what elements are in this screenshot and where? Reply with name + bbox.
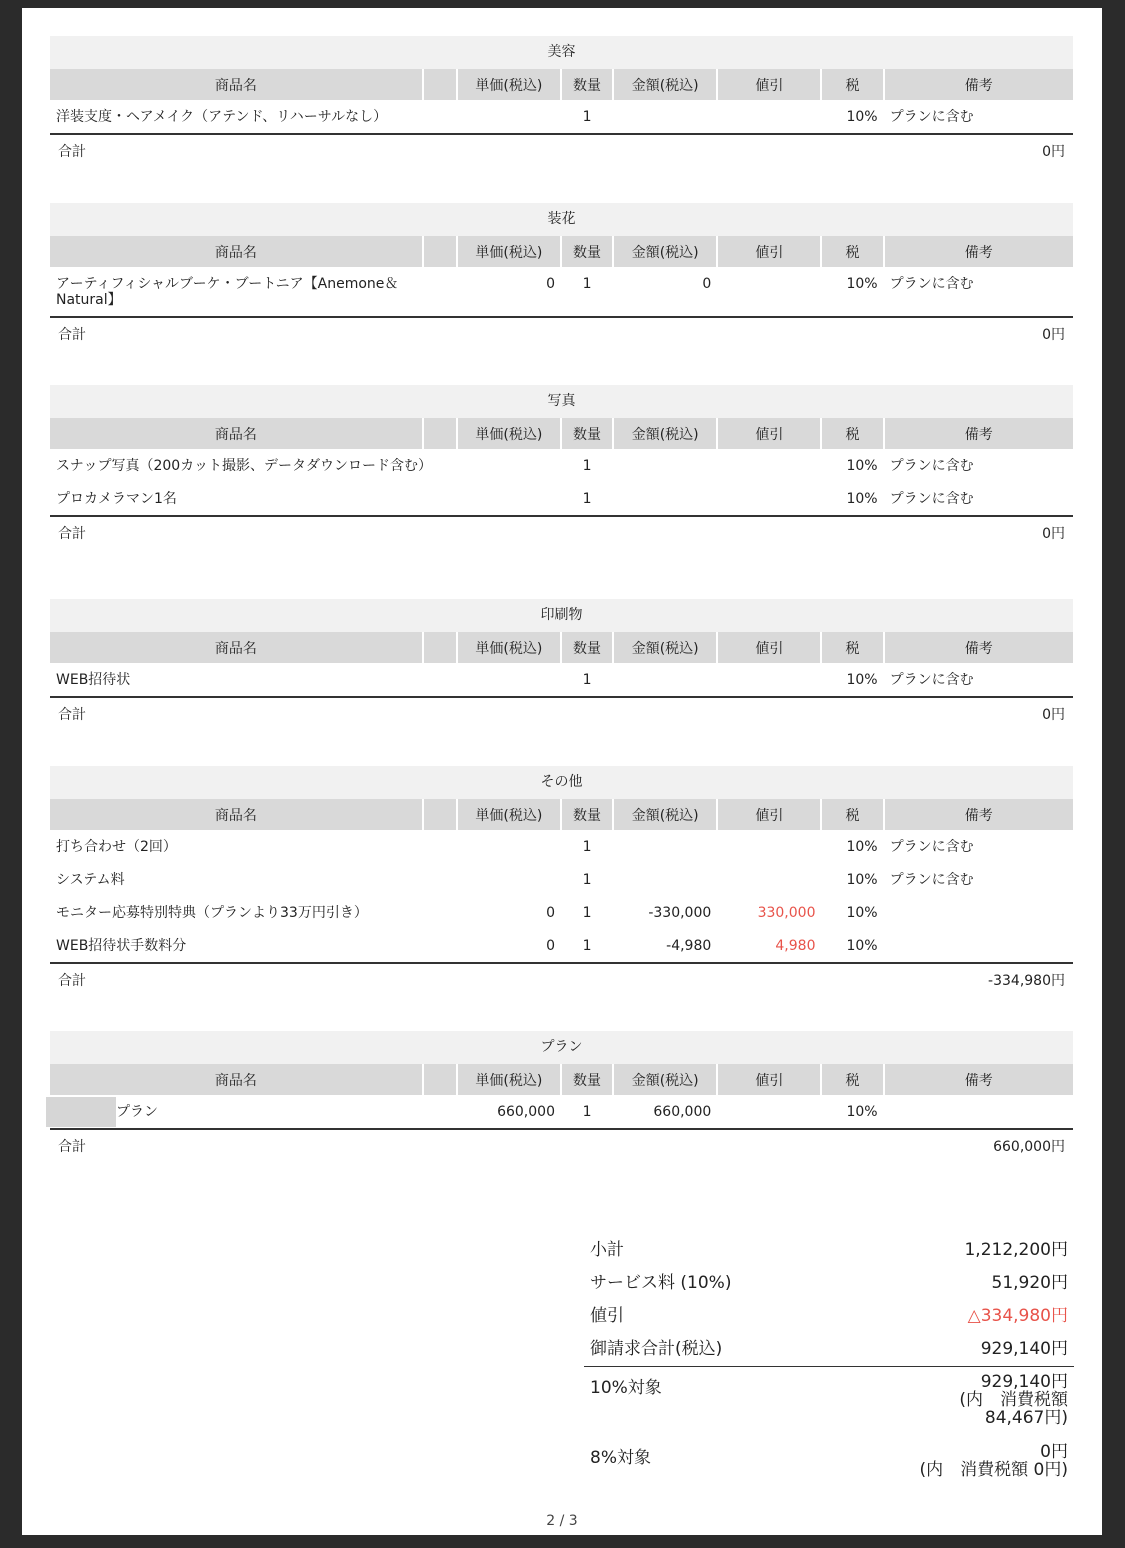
- column-header: [423, 418, 457, 449]
- discount: [717, 663, 821, 697]
- unit-price: 660,000: [457, 1095, 561, 1129]
- note: [884, 929, 1073, 963]
- column-header: 商品名: [50, 69, 423, 100]
- tax10-label: 10%対象: [590, 1378, 662, 1398]
- column-header: 金額(税込): [613, 1064, 717, 1095]
- column-header: 商品名: [50, 632, 423, 663]
- item-name: [50, 863, 457, 896]
- table-header-row: [50, 418, 1073, 449]
- column-header: 値引: [717, 632, 821, 663]
- amount: [613, 830, 717, 863]
- item-name-text: プラン: [116, 1104, 158, 1120]
- unit-price: [457, 482, 561, 516]
- item-name-text: システム料: [56, 872, 125, 888]
- table-row: [50, 896, 1073, 929]
- column-header: [423, 69, 457, 100]
- column-header: [423, 799, 457, 830]
- page-number: 2 / 3: [546, 1513, 578, 1529]
- discount: 4,980: [717, 929, 821, 963]
- items-table: [50, 799, 1073, 964]
- table-header-row: [50, 236, 1073, 267]
- tax-rate: 10%: [821, 267, 883, 317]
- note: プランに含む: [889, 458, 974, 474]
- table-row: [50, 863, 1073, 896]
- tax10-tax-line1: (内 消費税額: [959, 1390, 1068, 1410]
- item-name: [50, 896, 457, 929]
- table-row: [50, 267, 1073, 317]
- item-name-text: 洋装支度・ヘアメイク（アテンド、リハーサルなし）: [56, 109, 388, 125]
- column-header: 数量: [561, 236, 613, 267]
- total-label: 合計: [58, 1139, 86, 1155]
- section-title: 装花: [50, 203, 1073, 236]
- discount-label: 値引: [590, 1306, 624, 1326]
- discount-row: [584, 1300, 1074, 1333]
- column-header: 単価(税込): [457, 69, 561, 100]
- items-table: [50, 418, 1073, 517]
- tax-rate: 10%: [821, 100, 883, 134]
- column-header: 金額(税込): [613, 418, 717, 449]
- column-header: 数量: [561, 69, 613, 100]
- column-header: 商品名: [50, 418, 423, 449]
- discount: [717, 863, 821, 896]
- item-name: [50, 929, 457, 963]
- section-4: [50, 766, 1073, 998]
- subtotal-label: 小計: [590, 1240, 624, 1260]
- discount-value: △334,980円: [967, 1306, 1068, 1326]
- table-row: [50, 1095, 1073, 1129]
- total-value: 660,000円: [993, 1139, 1065, 1155]
- tax8-amount: 0円: [1040, 1442, 1068, 1462]
- grand-total-row: [584, 1333, 1074, 1367]
- item-name-text: プロカメラマン1名: [56, 491, 177, 507]
- section-total-row: [50, 698, 1073, 732]
- amount: 660,000: [613, 1095, 717, 1129]
- note: プランに含む: [884, 482, 1073, 516]
- column-header: 単価(税込): [457, 799, 561, 830]
- unit-price: [457, 663, 561, 697]
- section-total-row: [50, 1130, 1073, 1164]
- quantity: 1: [561, 267, 613, 317]
- section-2: [50, 385, 1073, 551]
- items-table: [50, 69, 1073, 135]
- table-row: [50, 449, 1073, 482]
- amount: [613, 100, 717, 134]
- unit-price: [457, 449, 561, 482]
- quantity: 1: [582, 458, 592, 474]
- item-name: [50, 830, 457, 863]
- column-header: 備考: [884, 632, 1073, 663]
- column-header: 単価(税込): [457, 1064, 561, 1095]
- table-row: [50, 482, 1073, 516]
- note: プランに含む: [884, 100, 1073, 134]
- total-value: 0円: [1042, 144, 1065, 160]
- note: [884, 896, 1073, 929]
- column-header: 数量: [561, 1064, 613, 1095]
- column-header: 金額(税込): [613, 236, 717, 267]
- column-header: 金額(税込): [613, 799, 717, 830]
- section-title: 印刷物: [50, 599, 1073, 632]
- item-name-text: WEB招待状: [56, 672, 131, 688]
- table-row: [50, 929, 1073, 963]
- column-header: 金額(税込): [613, 632, 717, 663]
- table-header-row: [50, 1064, 1073, 1095]
- column-header: 値引: [717, 418, 821, 449]
- amount: -4,980: [613, 929, 717, 963]
- total-label: 合計: [58, 707, 86, 723]
- tax-rate: 10%: [846, 905, 878, 921]
- column-header: 値引: [717, 799, 821, 830]
- item-name: [50, 449, 457, 482]
- column-header: 金額(税込): [613, 69, 717, 100]
- quantity: 1: [561, 663, 613, 697]
- column-header: 単価(税込): [457, 632, 561, 663]
- table-header-row: [50, 69, 1073, 100]
- unit-price: 0: [546, 905, 555, 921]
- total-value: 0円: [1042, 327, 1065, 343]
- unit-price: 0: [457, 267, 561, 317]
- summary-block: [584, 1234, 1074, 1479]
- tax-rate: 10%: [846, 458, 878, 474]
- unit-price: [457, 830, 561, 863]
- column-header: 値引: [717, 236, 821, 267]
- column-header: 税: [821, 69, 883, 100]
- redacted-block: [46, 1097, 116, 1127]
- subtotal-value: 1,212,200円: [964, 1240, 1068, 1260]
- column-header: 商品名: [50, 799, 423, 830]
- discount: [717, 449, 821, 482]
- amount: [613, 482, 717, 516]
- section-total-row: [50, 964, 1073, 998]
- tax8-label: 8%対象: [590, 1448, 651, 1468]
- section-title: 美容: [50, 36, 1073, 69]
- section-title: 写真: [50, 385, 1073, 418]
- discount: [717, 100, 821, 134]
- section-title: その他: [50, 766, 1073, 799]
- note: プランに含む: [884, 267, 1073, 317]
- section-1: [50, 203, 1073, 352]
- item-name: [50, 267, 457, 317]
- tax-rate: 10%: [846, 872, 878, 888]
- service-fee-row: [584, 1267, 1074, 1300]
- total-label: 合計: [58, 144, 86, 160]
- column-header: 商品名: [50, 1064, 423, 1095]
- quantity: 1: [582, 872, 592, 888]
- grand-total-value: 929,140円: [980, 1339, 1068, 1359]
- amount: [613, 863, 717, 896]
- note: プランに含む: [884, 663, 1073, 697]
- quantity: 1: [561, 929, 613, 963]
- column-header: 備考: [884, 236, 1073, 267]
- quantity: 1: [561, 482, 613, 516]
- note: プランに含む: [889, 839, 974, 855]
- quantity: 1: [561, 100, 613, 134]
- column-header: 税: [821, 1064, 883, 1095]
- column-header: 商品名: [50, 236, 423, 267]
- item-name: [50, 663, 457, 697]
- section-total-row: [50, 318, 1073, 352]
- service-fee-value: 51,920円: [991, 1273, 1068, 1293]
- amount: [613, 449, 717, 482]
- column-header: 税: [821, 799, 883, 830]
- item-name-text: スナップ写真（200カット撮影、データダウンロード含む）: [56, 458, 433, 474]
- tax-rate: 10%: [821, 663, 883, 697]
- quantity: 1: [582, 839, 592, 855]
- column-header: 備考: [884, 1064, 1073, 1095]
- column-header: 備考: [884, 799, 1073, 830]
- amount: [613, 663, 717, 697]
- discount: [717, 267, 821, 317]
- amount: -330,000: [648, 905, 712, 921]
- item-name-text: モニター応募特別特典（プランより33万円引き）: [56, 905, 368, 921]
- section-5: [50, 1031, 1073, 1164]
- table-row: [50, 100, 1073, 134]
- column-header: 単価(税込): [457, 418, 561, 449]
- total-label: 合計: [58, 526, 86, 542]
- item-name: [50, 100, 457, 134]
- note: プランに含む: [889, 872, 974, 888]
- column-header: 数量: [561, 799, 613, 830]
- discount: 330,000: [757, 905, 816, 921]
- discount: [717, 830, 821, 863]
- section-total-row: [50, 135, 1073, 169]
- tax-rate: 10%: [846, 839, 878, 855]
- total-value: -334,980円: [988, 973, 1065, 989]
- total-label: 合計: [58, 327, 86, 343]
- document-page: [22, 8, 1102, 1535]
- column-header: 値引: [717, 1064, 821, 1095]
- item-name-text: 打ち合わせ（2回）: [56, 839, 177, 855]
- subtotal-row: [584, 1234, 1074, 1267]
- item-name-text: アーティフィシャルブーケ・ブートニア【Anemone＆Natural】: [56, 276, 399, 308]
- column-header: 数量: [561, 632, 613, 663]
- discount: [717, 1095, 821, 1129]
- column-header: [423, 632, 457, 663]
- column-header: 単価(税込): [457, 236, 561, 267]
- tax-rate: 10%: [821, 1095, 883, 1129]
- note: [884, 1095, 1073, 1129]
- section-total-row: [50, 517, 1073, 551]
- unit-price: 0: [457, 929, 561, 963]
- section-0: [50, 36, 1073, 169]
- section-3: [50, 599, 1073, 732]
- quantity: 1: [561, 1095, 613, 1129]
- total-value: 0円: [1042, 526, 1065, 542]
- tax-rate: 10%: [821, 929, 883, 963]
- column-header: [423, 1064, 457, 1095]
- total-label: 合計: [58, 973, 86, 989]
- quantity: 1: [582, 905, 592, 921]
- items-table: [50, 1064, 1073, 1130]
- tax-rate: 10%: [821, 482, 883, 516]
- items-table: [50, 632, 1073, 698]
- column-header: 値引: [717, 69, 821, 100]
- item-name: [50, 1095, 457, 1129]
- table-header-row: [50, 632, 1073, 663]
- column-header: 備考: [884, 69, 1073, 100]
- tax10-tax-line2: 84,467円): [984, 1408, 1068, 1428]
- tax10-amount: 929,140円: [980, 1372, 1068, 1392]
- tax8-tax: (内 消費税額 0円): [919, 1460, 1068, 1480]
- column-header: [423, 236, 457, 267]
- column-header: 税: [821, 418, 883, 449]
- grand-total-label: 御請求合計(税込): [590, 1339, 723, 1359]
- discount: [717, 482, 821, 516]
- column-header: 税: [821, 632, 883, 663]
- column-header: 数量: [561, 418, 613, 449]
- column-header: 税: [821, 236, 883, 267]
- service-fee-label: サービス料 (10%): [590, 1273, 732, 1293]
- section-title: プラン: [50, 1031, 1073, 1064]
- items-table: [50, 236, 1073, 318]
- column-header: 備考: [884, 418, 1073, 449]
- table-header-row: [50, 799, 1073, 830]
- tax8-block: [584, 1437, 1074, 1479]
- tax10-block: [584, 1367, 1074, 1437]
- table-row: [50, 830, 1073, 863]
- item-name: [50, 482, 457, 516]
- unit-price: [457, 100, 561, 134]
- item-name-text: WEB招待状手数料分: [56, 938, 187, 954]
- unit-price: [457, 863, 561, 896]
- total-value: 0円: [1042, 707, 1065, 723]
- amount: 0: [613, 267, 717, 317]
- table-row: [50, 663, 1073, 697]
